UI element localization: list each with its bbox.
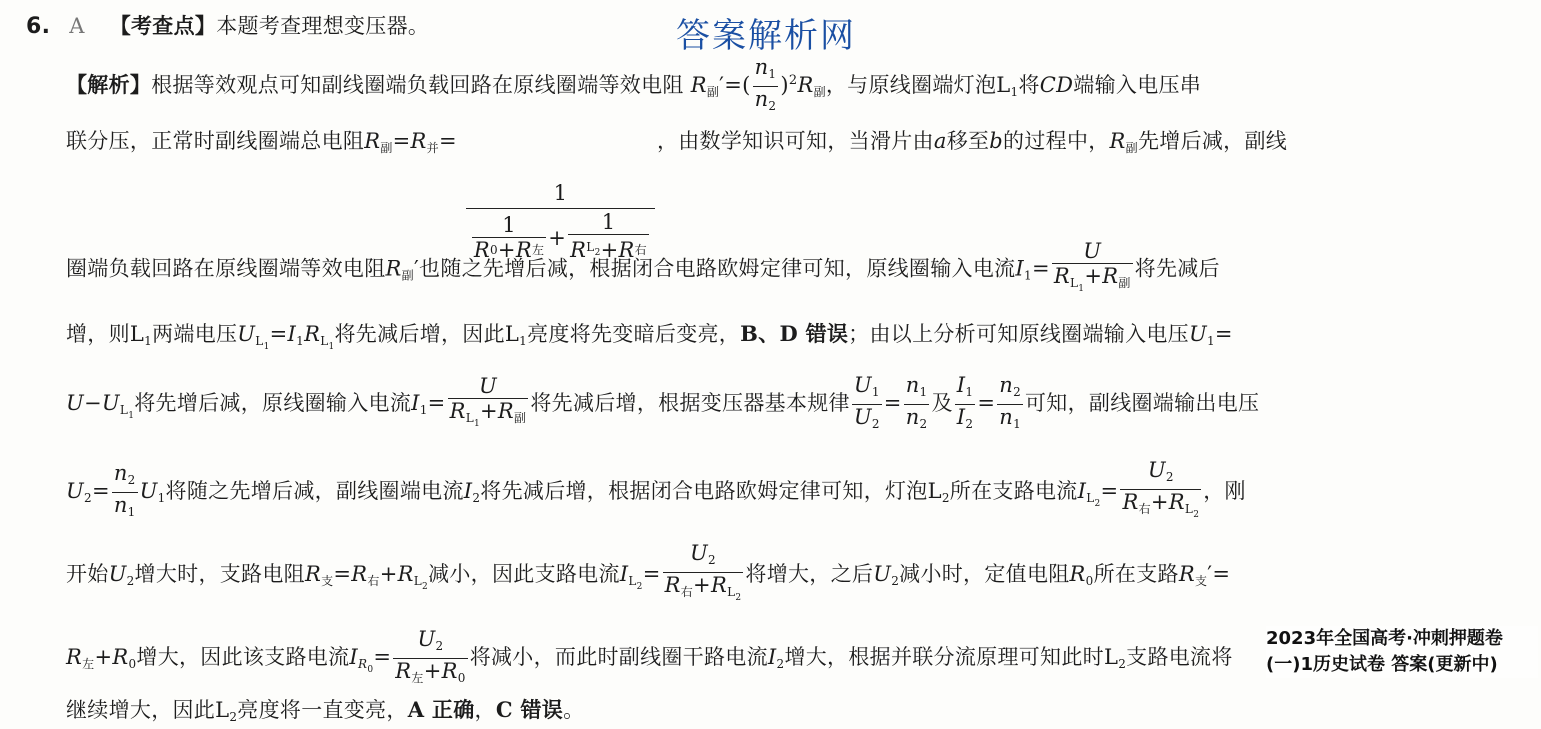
text-segment: 增大时，支路电阻 [134, 562, 305, 586]
question-number: 6. [26, 14, 51, 39]
analysis-tag: 【解析】 [66, 73, 152, 97]
text-segment: 开始 [66, 562, 109, 586]
text-segment: 。 [563, 698, 585, 722]
text-segment: 增，则 [66, 322, 130, 346]
text-segment-bold: B、D 错误 [740, 321, 849, 346]
topic-tag: 【考查点】 [109, 14, 217, 38]
text-segment: 将先减后增，根据闭合电路欧姆定律可知，灯泡 [480, 479, 928, 503]
text-segment: ，由数学知识可知，当滑片由 [656, 129, 934, 153]
paragraph-line-2: 联分压，正常时副线圈端总电阻$R_副=R_并=$ 1 1 R 0 + R 左 + 1 R $L_2$ + R 右 ，由数学知识可知，当滑片由a移至b的过程中，$R_副$先增后减，副线 [66, 129, 1288, 262]
text-segment: 将增大，之后 [745, 562, 874, 586]
paragraph-line-4: 增，则$L_1$两端电压$U_{L_1}=I_1R_{L_1}$将先减后增，因此$L_1$亮度将先变暗后变亮，B、D 错误；由以上分析可知原线圈端输入电压$U_1=$ [66, 321, 1233, 352]
text-segment: 先增后减，副线 [1137, 129, 1288, 153]
paragraph-line-8: $R_左+R_0$增大，因此该支路电流$I_{R_0}=$ $\frac{U_2}{R_左+R_0}$ 将减小，而此时副线圈干路电流$I_2$增大，根据并联分流原理可知此时$L_2$支路电流将 [66, 628, 1233, 689]
text-segment: 减小，因此支路电流 [428, 562, 620, 586]
text-segment: 继续增大，因此 [66, 698, 216, 722]
text-segment: 减小时，定值电阻 [899, 562, 1070, 586]
text-segment: 的过程中， [1003, 129, 1110, 153]
text-segment: 将 [1018, 73, 1040, 97]
text-segment: ， [474, 698, 496, 722]
text-segment: 也随之先增后减，根据闭合电路欧姆定律可知，原线圈输入电流 [419, 256, 1016, 281]
text-segment: 根据等效观点可知副线圈端负载回路在原线圈端等效电阻 [151, 73, 684, 97]
paragraph-line-1: 【解析】根据等效观点可知副线圈端负载回路在原线圈端等效电阻 $R_副'=$( $\frac{n_1}{n_2}$ )$^2R_副$，与原线圈端灯泡$L_1$将CD端输入电压串 [66, 56, 1201, 117]
text-segment: 所在支路 [1093, 562, 1179, 586]
paragraph-line-5: $U-U_{L_1}$将先增后减，原线圈输入电流$I_1=$ $\frac{U}{R_{L_1}+R_副}$ 将先减后增，根据变压器基本规律 $\frac{U_1}{U_2}$ = $\frac{n_1}{n_2}$ 及 $\frac{I_1}{I_2}$ = $\frac{n_2}{n_1}$ 可知，副线圈端输出电压 [66, 374, 1259, 435]
text-segment: 亮度将先变暗后变亮， [527, 322, 741, 346]
answer-letter: A [69, 14, 85, 38]
text-segment: 两端电压 [152, 322, 238, 346]
text-segment: 将随之先增后减，副线圈端电流 [165, 479, 464, 503]
text-segment: 将先减后增，因此 [334, 322, 505, 346]
watermark: 答案解析网 [676, 16, 856, 56]
text-segment: 端输入电压串 [1073, 73, 1202, 97]
text-segment: ；由以上分析可知原线圈端输入电压 [848, 322, 1189, 346]
text-segment: 亮度将一直变亮， [237, 698, 408, 722]
text-segment-bold: A 正确 [407, 697, 475, 722]
paragraph-line-9: 继续增大，因此$L_2$亮度将一直变亮，A 正确，C 错误。 [66, 697, 585, 724]
text-segment: 联分压，正常时副线圈端总电阻 [66, 129, 365, 153]
text-segment: 增大，根据并联分流原理可知此时 [784, 645, 1104, 669]
paragraph-line-7: 开始$U_2$增大时，支路电阻$R_支=R_右+R_{L_2}$减小，因此支路电流$I_{L_2}=$ $\frac{U_2}{R_右+R_{L_2}}$ 将增大，之后$U_2$减小时，定值电阻$R_0$所在支路$R_支'=$ [66, 542, 1230, 609]
text-segment: 所在支路电流 [949, 479, 1078, 503]
text-segment: 可知，副线圈端输出电压 [1025, 391, 1260, 415]
question-header [26, 10, 429, 40]
text-segment: 及 [931, 391, 953, 415]
text-segment: 支路电流将 [1126, 645, 1233, 669]
paragraph-line-6: $U_2=$ $\frac{n_2}{n_1}$ $U_1$将随之先增后减，副线圈端电流$I_2$将先减后增，根据闭合电路欧姆定律可知，灯泡$L_2$所在支路电流$I_{L_2}=$ $\frac{U_2}{R_右+R_{L_2}}$ ，刚 [66, 459, 1246, 526]
text-segment: ，刚 [1203, 479, 1246, 503]
text-segment: 圈端负载回路在原线圈端等效电阻 [66, 256, 386, 281]
paragraph-line-3: 圈端负载回路在原线圈端等效电阻$R_副'$也随之先增后减，根据闭合电路欧姆定律可知，原线圈输入电流$I_1=$ $\frac{U}{R_{L_1}+R_副}$ 将先减后 [66, 240, 1220, 300]
text-segment: 移至 [946, 129, 990, 153]
overlay-stamp-text: 2023年全国高考·冲刺押题卷(一)1历史试卷 答案(更新中) [1266, 626, 1538, 678]
text-segment: 将先减后 [1134, 256, 1220, 281]
text-segment: 将先增后减，原线圈输入电流 [134, 391, 412, 415]
topic-text: 本题考查理想变压器。 [216, 14, 430, 38]
text-segment-bold: C 错误 [495, 697, 564, 722]
text-segment: 将先减后增，根据变压器基本规律 [530, 391, 850, 415]
text-segment: 将减小，而此时副线圈干路电流 [469, 645, 768, 669]
text-segment: 增大，因此该支路电流 [136, 645, 350, 669]
text-segment: ，与原线圈端灯泡 [825, 73, 997, 97]
